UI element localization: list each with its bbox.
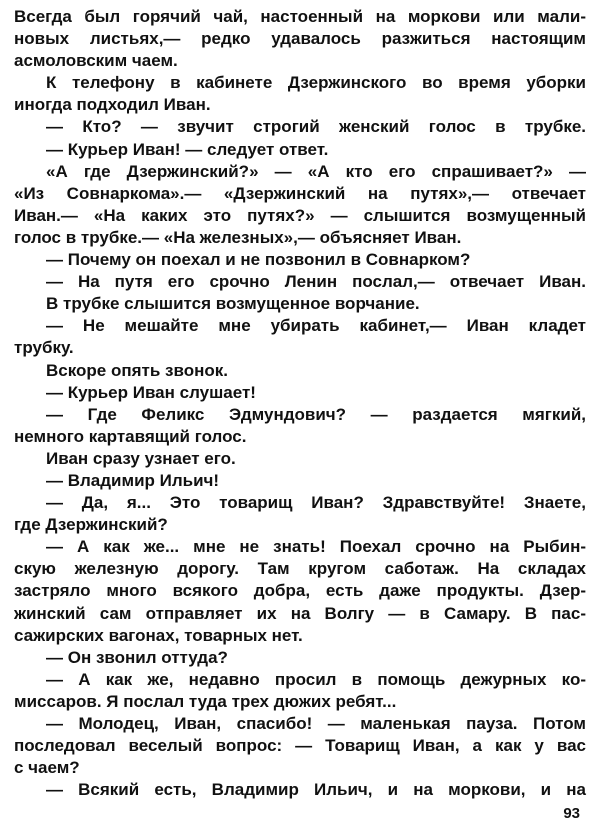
text-line: Иван сразу узнает его. [46,448,236,468]
text-line: Всегда был горячий чай, настоенный на моркови или мали- [14,7,586,26]
book-page [14,6,586,825]
text-line: асмоловским чаем. [14,51,178,71]
text-line: В трубке слышится возмущенное ворчание. [46,294,420,314]
text-line: — Он звонил оттуда? [46,647,228,667]
text-line: голос в трубке.— «На железных»,— объясняет Иван. [14,227,462,247]
text-line: Иван.— «На каких это путях?» — слышится возмущенный [14,205,586,225]
text-line: иногда подходил Иван. [14,95,211,115]
text-line: где Дзержинский? [14,515,168,535]
text-line: — Где Феликс Эдмундович? — раздается мягкий, [46,404,586,424]
text-line: — Почему он поехал и не позвонил в Совнарком? [46,250,471,270]
text-line: — А как же... мне не знать! Поехал срочно на Рыбин- [46,537,586,557]
text-line: «Из Совнаркома».— «Дзержинский на путях»,— отвечает [14,183,586,203]
text-line: К телефону в кабинете Дзержинского во время уборки [46,73,586,93]
text-line: — Курьер Иван слушает! [46,382,256,402]
text-line: застряло много всякого добра, есть даже продукты. Дзер- [14,581,586,601]
text-line: скую железную дорогу. Там кругом саботаж. На складах [14,559,586,579]
text-line: сажирских вагонах, товарных нет. [14,625,303,645]
text-line: трубку. [14,338,74,358]
page-number: 93 [563,805,580,822]
body-text [14,6,586,801]
text-line: — А как же, недавно просил в помощь дежурных ко- [46,669,586,689]
text-line: — На путя его срочно Ленин послал,— отвечает Иван. [46,272,586,292]
text-line: с чаем? [14,758,80,778]
text-line: «А где Дзержинский?» — «А кто его спрашивает?» — [46,161,586,181]
text-line: последовал веселый вопрос: — Товарищ Иван, а как у вас [14,736,586,756]
text-line: — Владимир Ильич! [46,470,220,490]
text-line: — Курьер Иван! — следует ответ. [46,139,329,159]
text-line: миссаров. Я послал туда трех дюжих ребят... [14,691,397,711]
text-line: Вскоре опять звонок. [46,360,228,380]
text-line: жинский сам отправляет их на Волгу — в Самару. В пас- [14,603,586,623]
text-line: новых листьях,— редко удавалось разжиться настоящим [14,29,586,49]
text-line: — Не мешайте мне убирать кабинет,— Иван кладет [46,316,586,336]
text-line: — Всякий есть, Владимир Ильич, и на моркови, и на [46,780,586,800]
text-line: немного картавящий голос. [14,426,247,446]
text-line: — Да, я... Это товарищ Иван? Здравствуйте! Знаете, [46,493,586,513]
text-line: — Молодец, Иван, спасибо! — маленькая пауза. Потом [46,714,586,733]
text-line: — Кто? — звучит строгий женский голос в трубке. [46,117,586,137]
